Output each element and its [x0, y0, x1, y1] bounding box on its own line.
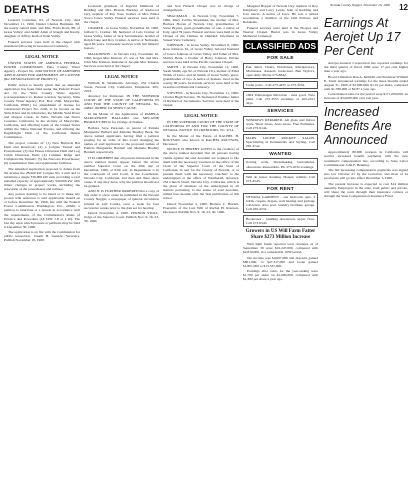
- classified-ad: 1964 Volkswagen Microbus - runs good. New paint. Call 272-3555 evenings or 265-2411 days.: [243, 91, 318, 107]
- obituary-paragraph: and Son Funeral Chapel was in charge of arrangements.: [163, 4, 239, 13]
- wanted-heading: WANTED: [269, 151, 292, 157]
- classified-ad: Will do house cleaning. Honest, reliable. Call 273-4545.: [243, 173, 318, 185]
- article-paragraph: Net income was $4,007,000 and deposits gained $801,000, to $27,317,000 and loans gained $1,801,000 to $13,537,000.: [243, 255, 318, 268]
- legal-paragraph: IN THE SUPERIOR COURT OF THE STATE OF CALIFORNIA IN AND FOR THE COUNTY OF NEVADA. NOTICE TO CREDITORS. No. 4714.: [163, 120, 239, 133]
- legal-paragraph: UNITED STATES OF AMERICA FEDERAL POWER COMMISSION Yuba County Water Agency - Project No. 2246 NOTICE OF AMENDED APPLICATION FOR AMENDMENT OF LICENSE (Re: DESIGNATION OF PROJECT).: [4, 60, 80, 82]
- obituary-paragraph: Leonard Cornelius, 63, of Nevada City, died November 11, 1960, Daniel Charles Hermann, 68, the nearly retired man, and Mrs. Freda Rock, 88, of Grass Valley; and Judith Allen of Rough and Ready, daughter of Jeffrey Rath of Penn Valley.: [4, 18, 80, 39]
- divider: [163, 109, 239, 110]
- obituary-paragraph: SHACKMAN - in Nevada City, November 7, 1960, Mary Cecilia Shackman, the mother of Mrs. Barbara Hovan of Nevada City, grandmother of Steve Bryant, great-grandmother of one, a native of Italy, aged 79 years. Funeral services were held at the Chapel of the Chimes in Oakland. Interment in Sunset View Cemetery.: [163, 13, 239, 42]
- legal-paragraph: IT IS ORDERED that all persons interested in the above entitled matter appear before the above entitled Superior Court on the 29th day of December, 1960, at 9:00 a.m. in Department 1, in the courtroom of said Court, at the Courthouse, Nevada City, California, and then and there show cause, if any they have, why the petition should not be granted.: [84, 155, 159, 188]
- article-paragraph: Earnings after taxes for the year-ending were $1,700 per share on $1,000,000, compared with $1,382 per share a year ago.: [243, 269, 318, 282]
- divider: [4, 50, 80, 51]
- classified-ad: WINDOWS REPAIRED. All glass and mirror work. Sheet Glass. Auto Glass. Free Estimates. Call 273-9144.: [243, 116, 318, 132]
- legal-paragraph: In the Matter of the Application of PAMELA MARGUERITE BALLARD and MELANIE BRADLEY BECK for Change of Names.: [84, 112, 159, 125]
- obituary-paragraph: Funeral services were held at the Hooper and Weaver Chapel. Burial was in Grass Valley Memorial Cemetery.: [243, 25, 318, 38]
- classified-ad: MARY LOUISE ROCKEY SALON. Specializing in Permanents and Styling. Call 265-2742.: [243, 134, 318, 150]
- obituary-paragraph: SMITH - in Nevada City, November 11, 1960, Sarah Smith, age 92, of Nevada City, mother of Ethel Walsh of Chico and Al Smith of Grass Valley, great-grandmother of two. A native of Kansas, lived in the county 60 years. Graveside services were held at the Greenwood Memorial Cemetery.: [163, 65, 239, 90]
- legal-paragraph: The application is on file with the Commission for public inspection. Joseph H. Gutride, Secretary. Publish November 16, 1960.: [4, 230, 80, 243]
- classified-ad: Pan, Meat, Chairs, Wardrobes, Refrigerators, Mattresses, dressers, bookcases. Ben Taylor's, open daily. Phone 273-8842.: [243, 63, 318, 79]
- article-paragraph: Board Chairman Dan A. Kimball and President William E. Zisch announced earnings for the three months ended August 31, 1960 of $2,090,000, $1.01 per share, compared with $1,780,000 or $0.87 a year ago.: [324, 74, 408, 91]
- article-paragraph: Approximately 80,000 workers in California will receive increased benefit payments with the new workmen's compensation law, according to State Labor Commissioner John F. Henning.: [324, 150, 408, 167]
- for-rent-heading: FOR RENT: [267, 186, 294, 192]
- headline-benefits: Increased Benefits Are Announced: [324, 105, 392, 148]
- column-3: [163, 4, 239, 215]
- for-sale-heading: FOR SALE: [267, 56, 294, 62]
- obituary-paragraph: CRAMER - in Grass Valley, November 10, 1960, Gilbert C. Cramer, 66, husband of Lela Cramer of Grass Valley, father of Jack Sarasamonte, brother of Ralph Cane and Roy Cramer. A native of Nebraska, aged 66 years. Graveside services with full military honors.: [84, 25, 159, 50]
- classified-ads-banner: CLASSIFIED ADS: [243, 40, 318, 54]
- article-paragraph: The bill increasing compensation payments was signed into law October 21 by the Governor, and most of its provisions will go into effect December 1, 1960.: [324, 168, 408, 181]
- obituary-paragraph: Leonards grandson of Ingvald Simmons of Redding and Mrs. Brenda Buckley of Redwood City, nephew of Ray Voss, brother of Mrs. Elmer Yocca Grace Valley. Funeral services were held at the chapel.: [84, 4, 159, 25]
- obituary-paragraph: Margaret Hopper of Nevada City; nephew of Roy Kingsbury and Larry Lewis, both of Redding and four nieces. A native of Iowa. He was a retired woodsman, a member of the Odd Fellows and Rebekahs.: [243, 4, 318, 25]
- legal-notice-heading: LEGAL NOTICE: [25, 53, 59, 59]
- classified-ad: NEVADA GARDENS - one bedroom, apts. 3 bdrm, carpets, drapes, wall heating and garbage collection. Also pool, laundry facilities, garage. Call 265-4531.: [243, 193, 318, 213]
- legal-paragraph: Public notice is hereby given that an amended application has been filed under the Federal Power Act by the Yuba County Water Agency (correspondence to: Robert Loudon, Secretary, Yuba County Water Agency, P.O. Box 1569, Marysville, California 95901) for amendment of license for constructed Project No. 2246, to be located on the Yuba River and its tributaries, the Middle Yuba River and Oregon Creek, in Yuba, Nevada and Sierra Counties, California, in the vicinity of Marysville, California, and affecting lands of the United States within the Tahoe National Forests, and utilizing the Englebright Dam of the California Debris Commission.: [4, 82, 80, 140]
- divider: [84, 70, 159, 71]
- deaths-heading: DEATHS: [4, 4, 50, 16]
- column-5: [324, 14, 408, 199]
- legal-paragraph: Dated: November 2, 1960. Bernice C. Hazlett, Executrix of the Last Will of Rachel H. Routson, Deceased. Publish Nov. 9, 16, 23, 30, 1960.: [163, 201, 239, 214]
- article-paragraph: Well light funds reported total revenues as of September 30 were $10,247,000, compared with $2,810,000, in a comparable 1959 period.: [243, 242, 318, 255]
- article-paragraph: Consolidated sales for the period were $171,000,000, an increase of $54,000,000 over last year.: [324, 92, 408, 101]
- obituary-paragraph: Funeral services were held at the chapel with interment following in Greenwood Cemetery.: [4, 39, 80, 48]
- classified-ad: Bookcases - building downtown, upper floor. Call 273-6543.: [243, 215, 318, 227]
- page-number: 12: [399, 3, 408, 12]
- legal-paragraph: Any person desiring to be heard or to make any protest with reference to said application should on or before December 30, 1960, file with the Federal Power Commission, Washington, D.C. 20426, a petition to intervene or a protest in accordance with the requirements of the Commission's Rules of Practice and Procedure (18 CFR 1.8 or 1.10). The last day upon which protests or petitions may be filed is December 30, 1960.: [4, 192, 80, 229]
- legal-notice-heading: LEGAL NOTICE: [184, 113, 218, 119]
- legal-paragraph: In the Matter of the Estate of RACHEL H. ROUTSON, also known as RACHEL ROUTSON, Deceased.: [163, 133, 239, 146]
- services-heading: SERVICES: [267, 109, 294, 115]
- obituary-paragraph: STEVENS - in Nevada City, November 11, 1960, Charles Hugh Stevens, 78, husband of Pauline; father of Richard of Sacramento. Services were held at the chapel.: [163, 90, 239, 108]
- legal-paragraph: Attorney for Petitioner. IN THE SUPERIOR COURT OF THE STATE OF CALIFORNIA IN AND FOR THE COUNTY OF NEVADA. No. 24892. ORDER TO SHOW CAUSE.: [84, 94, 159, 111]
- legal-paragraph: Dated: November 4, 1960. VERNON STOLL, Judge of the Superior Court. Publish Nov. 9, 16, 23, 30, 1960.: [84, 211, 159, 224]
- column-4: [243, 4, 318, 283]
- column-2: [84, 4, 159, 225]
- classified-ad: Ironing work. Dressmaking, buttonholes, alterations. Reasonable. Ph. 273-4532 evenings.: [243, 158, 318, 170]
- legal-paragraph: William R. Weatherall, Attorney, 252 Church Street, Nevada City, California. Telephone: 265-2253.: [84, 80, 159, 93]
- headline-earnings: Earnings At Aerojet Up 17 Per Cent: [324, 16, 401, 58]
- article-paragraph: The present increase is expected to cost $14 million annually. Employers in the state, both public and private, will share the costs through their insurance carriers or through the State Compensation Insurance Fund.: [324, 181, 408, 198]
- legal-paragraph: The project consists of: (1) New Bullards Bar Dam and Reservoir; (2) a Colgate Tunnel and Powerhouse; (3) Our House Diversion Dam and Log Cabin Diversion Dam; (4) Lohman Ridge and Camptonville Tunnels; (5) the Narrows Powerhouse; (6) transmission lines and appurtenant facilities.: [4, 140, 80, 165]
- legal-paragraph: Barbara Saye Personal, as parent of Pamela Marguerite Ballard and Melanie Bradley Beck, the above named applicants, having filed a petition praying for an order of this Court changing the names of said applicants to the proposed names of Pamela Marguerite Bonnell and Melanie Bradley Bonnell respectively,: [84, 125, 159, 154]
- divider: [324, 102, 408, 103]
- obituary-paragraph: MACKINNON - in Nevada City, November 10, 1960, Roger Mac Kinnon, 27, son of Mr. and Mrs. John Mac Kinnon, husband of Jacquie Mac Kinnon. Services were held at the chapel.: [84, 51, 159, 68]
- legal-paragraph: NOTICE IS HEREBY GIVEN to the creditors of the above named decedent that all persons having claims against the said decedent are required to file them with the necessary vouchers in the office of the Clerk of the Superior Court of the State of California, in and for the County of Nevada, or to present them with the necessary vouchers to the undersigned at the office of Weatherall, Attorney, 252 Church Street, Nevada City, California, which is the place of business of the undersigned in all matters pertaining to the estate of said decedent, within four months after the first publication of this notice.: [163, 147, 239, 200]
- masthead-strip: Nevada County Nugget, November 16, 1960: [330, 3, 390, 7]
- column-1: [4, 4, 80, 244]
- legal-notice-heading: LEGAL NOTICE: [104, 73, 139, 79]
- legal-paragraph: The amended application proposes to delete from the license the 28,000 kW Colgate No. 2 unit and to substitute a single 330,000 kW unit, providing a total installed capacity of approximately 340,000 kW with minor changes in project works, including the relocation of the powerhouse and tailrace.: [4, 166, 80, 191]
- article-subheading: Growers in US Will Farm Fatter Share $273 Million Increase: [245, 229, 316, 241]
- legal-paragraph: AND IT IS FURTHER ORDERED that a copy of this order to show cause be published in the Nevada County Nugget, a newspaper of general circulation printed in said County, once a week for four successive weeks prior to the date set for hearing.: [84, 189, 159, 210]
- article-paragraph: Aerojet-General Corporation has reported earnings for the third quarter of fiscal 1960 were 17 per cent higher than a year ago.: [324, 61, 408, 74]
- obituary-paragraph: JOHNSON - in Grass Valley, November 8, 1960, Ross Johnson, 61, of Grass Valley, beloved husband of Grace Johnson of Grass Valley and father of Mrs. Shirley Beck, a brother of Harry Johnson. Private services were held at the Pacific Gardens Chapel.: [163, 43, 239, 64]
- classified-ad: Cedar posts - Call 273-4455 or 273-3232.: [243, 81, 318, 89]
